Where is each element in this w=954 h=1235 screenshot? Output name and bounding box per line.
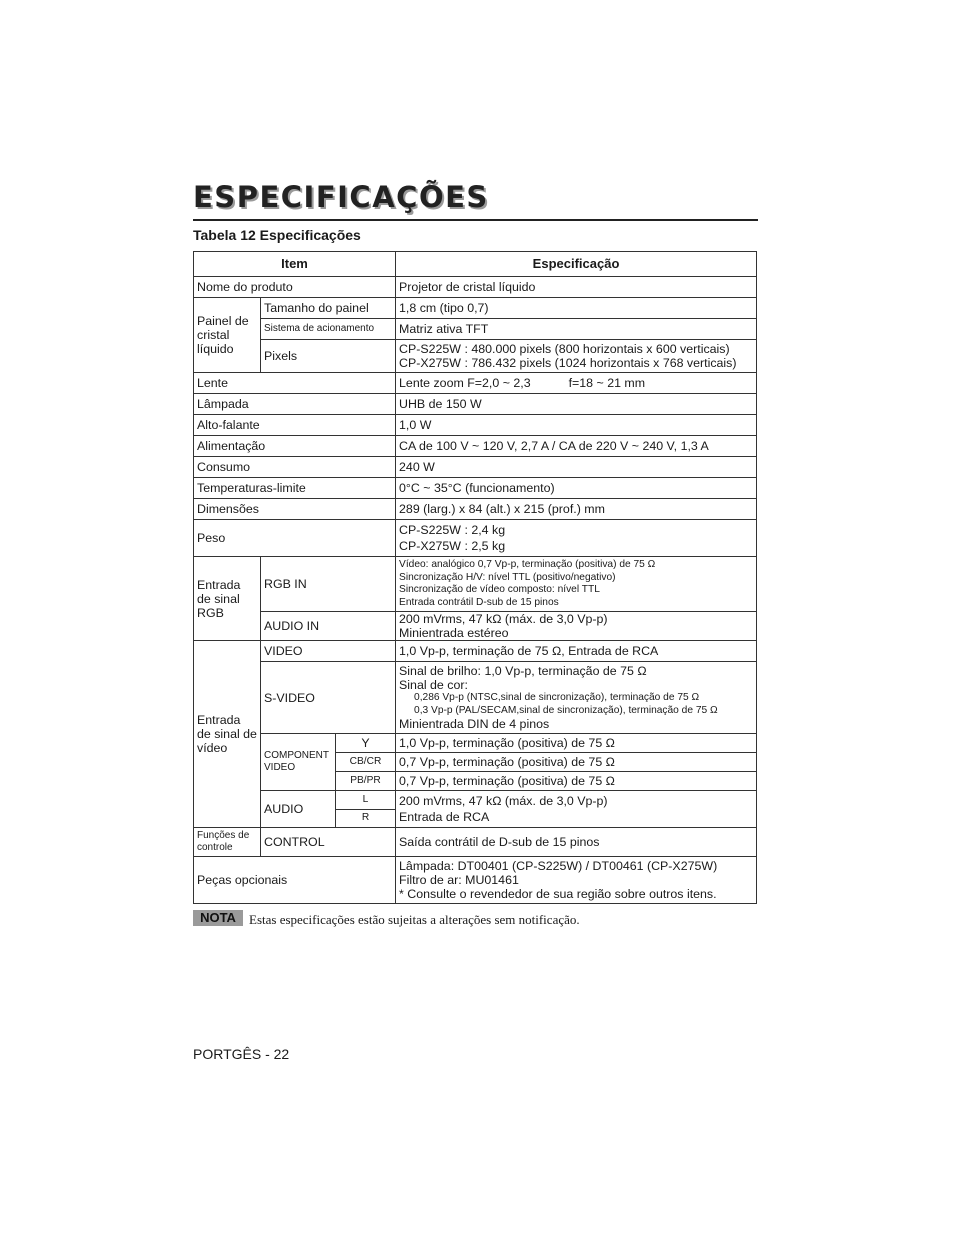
value-line: 200 mVrms, 47 kΩ (máx. de 3,0 Vp-p) bbox=[399, 612, 608, 626]
value-line: Minientrada estéreo bbox=[399, 626, 509, 640]
value-line: Entrada contrátil D-sub de 15 pinos bbox=[399, 596, 559, 608]
value-line: Filtro de ar: MU01461 bbox=[399, 873, 519, 887]
table-row bbox=[194, 662, 757, 734]
row-label: Alimentação bbox=[194, 436, 396, 457]
row-value bbox=[396, 520, 757, 557]
group-label-painel: Painel de cristal líquido bbox=[194, 298, 261, 373]
row-value: Saída contrátil de D-sub de 15 pinos bbox=[396, 828, 757, 857]
row-value: 1,0 Vp-p, terminação (positiva) de 75 Ω bbox=[396, 734, 757, 753]
table-row bbox=[194, 734, 757, 753]
row-value bbox=[396, 791, 757, 828]
table-header-row bbox=[194, 252, 757, 277]
row-label: PB/PR bbox=[336, 772, 396, 791]
group-label-video: Entrada de sinal de vídeo bbox=[194, 641, 261, 828]
table-row bbox=[194, 436, 757, 457]
value-line: CP-S225W : 480.000 pixels (800 horizontais x 600 verticais) bbox=[399, 342, 730, 356]
row-value: 1,8 cm (tipo 0,7) bbox=[396, 298, 757, 319]
row-value: 0°C ~ 35°C (funcionamento) bbox=[396, 478, 757, 499]
table-row bbox=[194, 557, 757, 612]
row-label: RGB IN bbox=[261, 557, 396, 612]
row-value bbox=[396, 612, 757, 641]
header-spec: Especificação bbox=[396, 252, 757, 277]
row-label: Dimensões bbox=[194, 499, 396, 520]
table-row bbox=[194, 478, 757, 499]
table-row bbox=[194, 277, 757, 298]
row-value: 240 W bbox=[396, 457, 757, 478]
value-line: * Consulte o revendedor de sua região sobre outros itens. bbox=[399, 887, 717, 901]
group-label-control: Funções de controle bbox=[194, 828, 261, 857]
value-part: f=18 ~ 21 mm bbox=[568, 376, 646, 390]
component-video-label: COMPONENT VIDEO bbox=[261, 734, 336, 791]
specifications-table bbox=[193, 251, 757, 904]
row-label: CB/CR bbox=[336, 753, 396, 772]
row-value bbox=[396, 662, 757, 734]
row-label: CONTROL bbox=[261, 828, 396, 857]
value-line: Sincronização de vídeo composto: nível TTL bbox=[399, 584, 600, 595]
row-value bbox=[396, 557, 757, 612]
value-line: Lâmpada: DT00401 (CP-S225W) / DT00461 (CP-X275W) bbox=[399, 859, 718, 873]
row-label: Sistema de acionamento bbox=[261, 319, 396, 340]
value-part: Lente zoom F=2,0 ~ 2,3 bbox=[399, 376, 531, 390]
table-row bbox=[194, 828, 757, 857]
nota-text: Estas especificações estão sujeitas a alterações sem notificação. bbox=[249, 912, 580, 927]
table-row bbox=[194, 612, 757, 641]
row-label: S-VIDEO bbox=[261, 662, 396, 734]
value-line: Vídeo: analógico 0,7 Vp-p, terminação (positiva) de 75 Ω bbox=[399, 559, 656, 570]
page-title: ESPECIFICAÇÕES bbox=[193, 180, 489, 214]
row-label: VIDEO bbox=[261, 641, 396, 662]
value-line: Sinal de brilho: 1,0 Vp-p, terminação de 75 Ω bbox=[399, 664, 647, 678]
table-row bbox=[194, 340, 757, 373]
row-value: 1,0 Vp-p, terminação de 75 Ω, Entrada de RCA bbox=[396, 641, 757, 662]
row-label: R bbox=[336, 809, 396, 828]
row-label: AUDIO bbox=[261, 791, 336, 828]
row-value bbox=[396, 340, 757, 373]
row-label: Y bbox=[336, 734, 396, 753]
row-value bbox=[396, 373, 757, 394]
table-row bbox=[194, 499, 757, 520]
row-label: Consumo bbox=[194, 457, 396, 478]
value-line: Sincronização H/V: nível TTL (positivo/negativo) bbox=[399, 571, 616, 583]
table-row bbox=[194, 415, 757, 436]
value-line: CP-X275W : 2,5 kg bbox=[399, 539, 506, 553]
value-line: CP-X275W : 786.432 pixels (1024 horizontais x 768 verticais) bbox=[399, 356, 737, 370]
page-footer: PORTGÊS - 22 bbox=[193, 1046, 290, 1062]
header-item: Item bbox=[194, 252, 396, 277]
row-value: 289 (larg.) x 84 (alt.) x 215 (prof.) mm bbox=[396, 499, 757, 520]
nota-badge: NOTA bbox=[193, 910, 243, 926]
row-label: Peças opcionais bbox=[194, 857, 396, 904]
value-line: Entrada de RCA bbox=[399, 810, 490, 824]
row-value: 0,7 Vp-p, terminação (positiva) de 75 Ω bbox=[396, 753, 757, 772]
value-line: 200 mVrms, 47 kΩ (máx. de 3,0 Vp-p) bbox=[399, 794, 608, 808]
row-label: Lente bbox=[194, 373, 396, 394]
row-label: Tamanho do painel bbox=[261, 298, 396, 319]
row-label: Nome do produto bbox=[194, 277, 396, 298]
value-line: 0,286 Vp-p (NTSC,sinal de sincronização), terminação de 75 Ω bbox=[414, 692, 700, 703]
value-line: CP-S225W : 2,4 kg bbox=[399, 523, 506, 537]
row-label: AUDIO IN bbox=[261, 612, 396, 641]
table-row bbox=[194, 791, 757, 810]
row-label: Temperaturas-limite bbox=[194, 478, 396, 499]
row-value: UHB de 150 W bbox=[396, 394, 757, 415]
table-row bbox=[194, 520, 757, 557]
table-row bbox=[194, 319, 757, 340]
table-caption: Tabela 12 Especificações bbox=[193, 227, 361, 243]
value-line: Minientrada DIN de 4 pinos bbox=[399, 717, 550, 731]
table-row bbox=[194, 298, 757, 319]
value-line: Sinal de cor: bbox=[399, 678, 468, 692]
table-row bbox=[194, 457, 757, 478]
row-label: Lâmpada bbox=[194, 394, 396, 415]
row-label: Pixels bbox=[261, 340, 396, 373]
row-value: 1,0 W bbox=[396, 415, 757, 436]
row-value: 0,7 Vp-p, terminação (positiva) de 75 Ω bbox=[396, 772, 757, 791]
group-label-rgb: Entrada de sinal RGB bbox=[194, 557, 261, 641]
table-row bbox=[194, 857, 757, 904]
value-line: 0,3 Vp-p (PAL/SECAM,sinal de sincronização), terminação de 75 Ω bbox=[414, 704, 718, 716]
row-label: L bbox=[336, 791, 396, 810]
row-value: Projetor de cristal líquido bbox=[396, 277, 757, 298]
row-value bbox=[396, 857, 757, 904]
title-rule bbox=[193, 219, 758, 221]
row-value: CA de 100 V ~ 120 V, 2,7 A / CA de 220 V ~ 240 V, 1,3 A bbox=[396, 436, 757, 457]
table-row bbox=[194, 394, 757, 415]
row-label: Peso bbox=[194, 520, 396, 557]
row-value: Matriz ativa TFT bbox=[396, 319, 757, 340]
table-row bbox=[194, 373, 757, 394]
row-label: Alto-falante bbox=[194, 415, 396, 436]
table-row bbox=[194, 641, 757, 662]
